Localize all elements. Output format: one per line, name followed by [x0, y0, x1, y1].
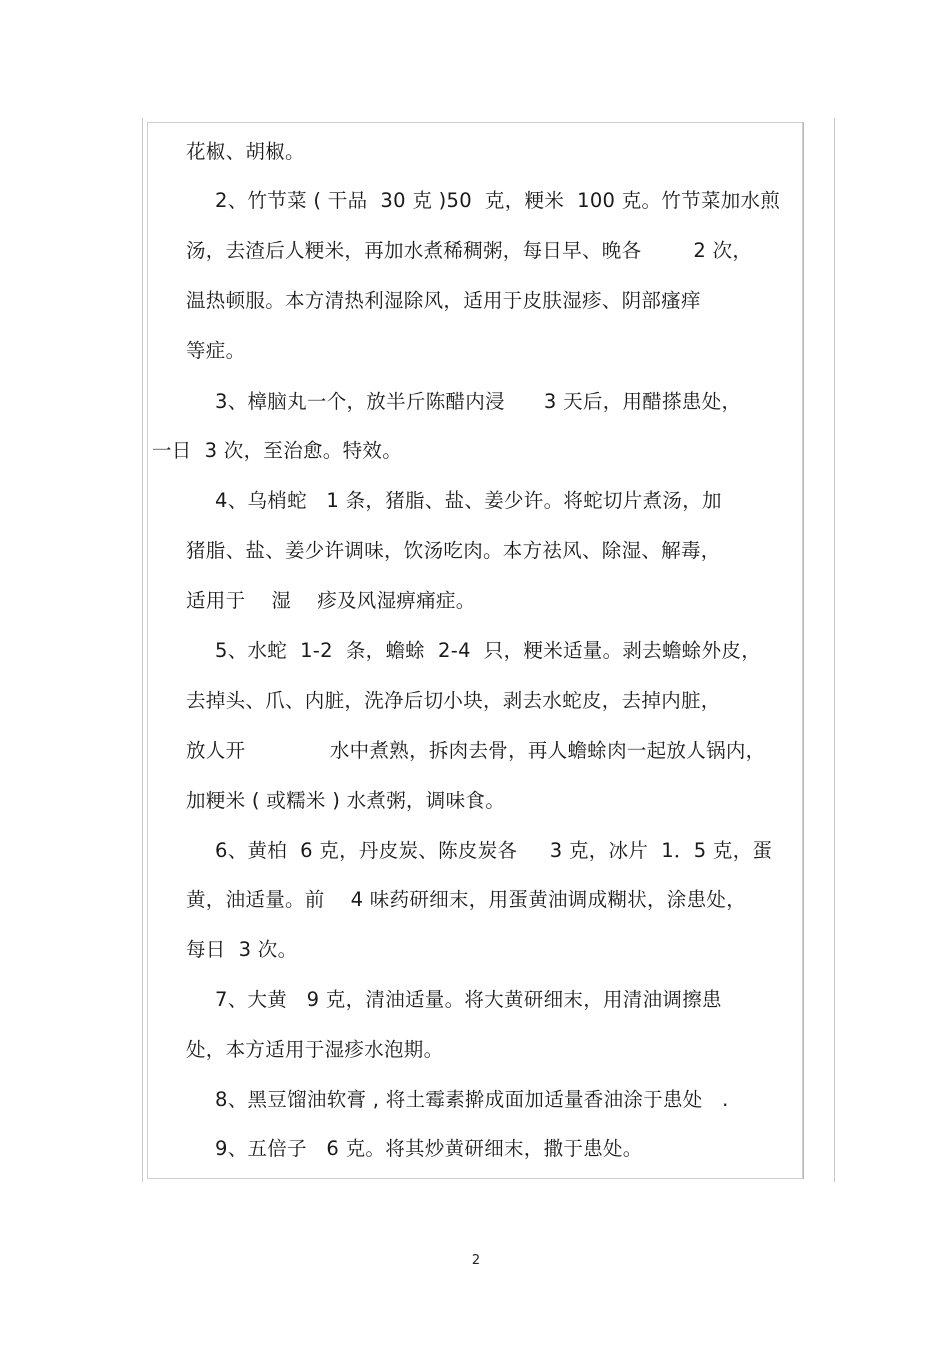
- text-line: 2、竹节菜 ( 干品 30 克 )50 克，粳米 100 克。竹节菜加水煎: [215, 189, 781, 212]
- text-line: 每日 3 次。: [186, 938, 298, 961]
- text-line: 汤，去渣后人粳米，再加水煮稀稠粥，每日早、晚各 2 次，: [186, 239, 753, 262]
- text-line: 7、大黄 9 克，清油适量。将大黄研细末，用清油调擦患: [215, 988, 722, 1011]
- text-line: 处，本方适用于湿疹水泡期。: [186, 1038, 444, 1061]
- text-line: 9、五倍子 6 克。将其炒黄研细末，撒于患处。: [215, 1137, 643, 1160]
- text-line: 一日 3 次，至治愈。特效。: [152, 439, 403, 462]
- text-line: 黄，油适量。前 4 味药研细末，用蛋黄油调成糊状，涂患处，: [186, 888, 746, 911]
- text-line: 8、黑豆馏油软膏 , 将土霉素擀成面加适量香油涂于患处 .: [215, 1088, 729, 1111]
- text-line: 等症。: [186, 339, 246, 362]
- text-line: 猪脂、盐、姜少许调味，饮汤吃肉。本方祛风、除湿、解毒，: [186, 539, 721, 562]
- text-line: 花椒、胡椒。: [186, 140, 305, 163]
- content-frame-right-edge: [803, 122, 804, 1179]
- text-line: 去掉头、爪、内脏，洗净后切小块，剥去水蛇皮，去掉内脏，: [186, 689, 721, 712]
- page-frame-left-border: [142, 118, 143, 1182]
- text-line: 6、黄柏 6 克，丹皮炭、陈皮炭各 3 克，冰片 1．5 克，蛋: [215, 839, 773, 862]
- text-line: 加粳米 ( 或糯米 ) 水煮粥，调味食。: [186, 789, 506, 812]
- text-line: 放人开 水中煮熟，拆肉去骨，再人蟾蜍肉一起放人锅内，: [186, 739, 766, 762]
- page-frame-right-border: [834, 118, 835, 1182]
- text-line: 3、樟脑丸一个，放半斤陈醋内浸 3 天后，用醋搽患处，: [215, 390, 742, 413]
- text-line: 5、水蛇 1-2 条，蟾蜍 2-4 只，粳米适量。剥去蟾蜍外皮，: [215, 639, 761, 662]
- text-line: 4、乌梢蛇 1 条，猪脂、盐、姜少许。将蛇切片煮汤，加: [215, 489, 722, 512]
- text-line: 温热顿服。本方清热利湿除风，适用于皮肤湿疹、阴部瘙痒: [186, 289, 701, 312]
- page-number: 2: [471, 1253, 481, 1268]
- text-line: 适用于 湿 疹及风湿痹痛症。: [186, 589, 476, 612]
